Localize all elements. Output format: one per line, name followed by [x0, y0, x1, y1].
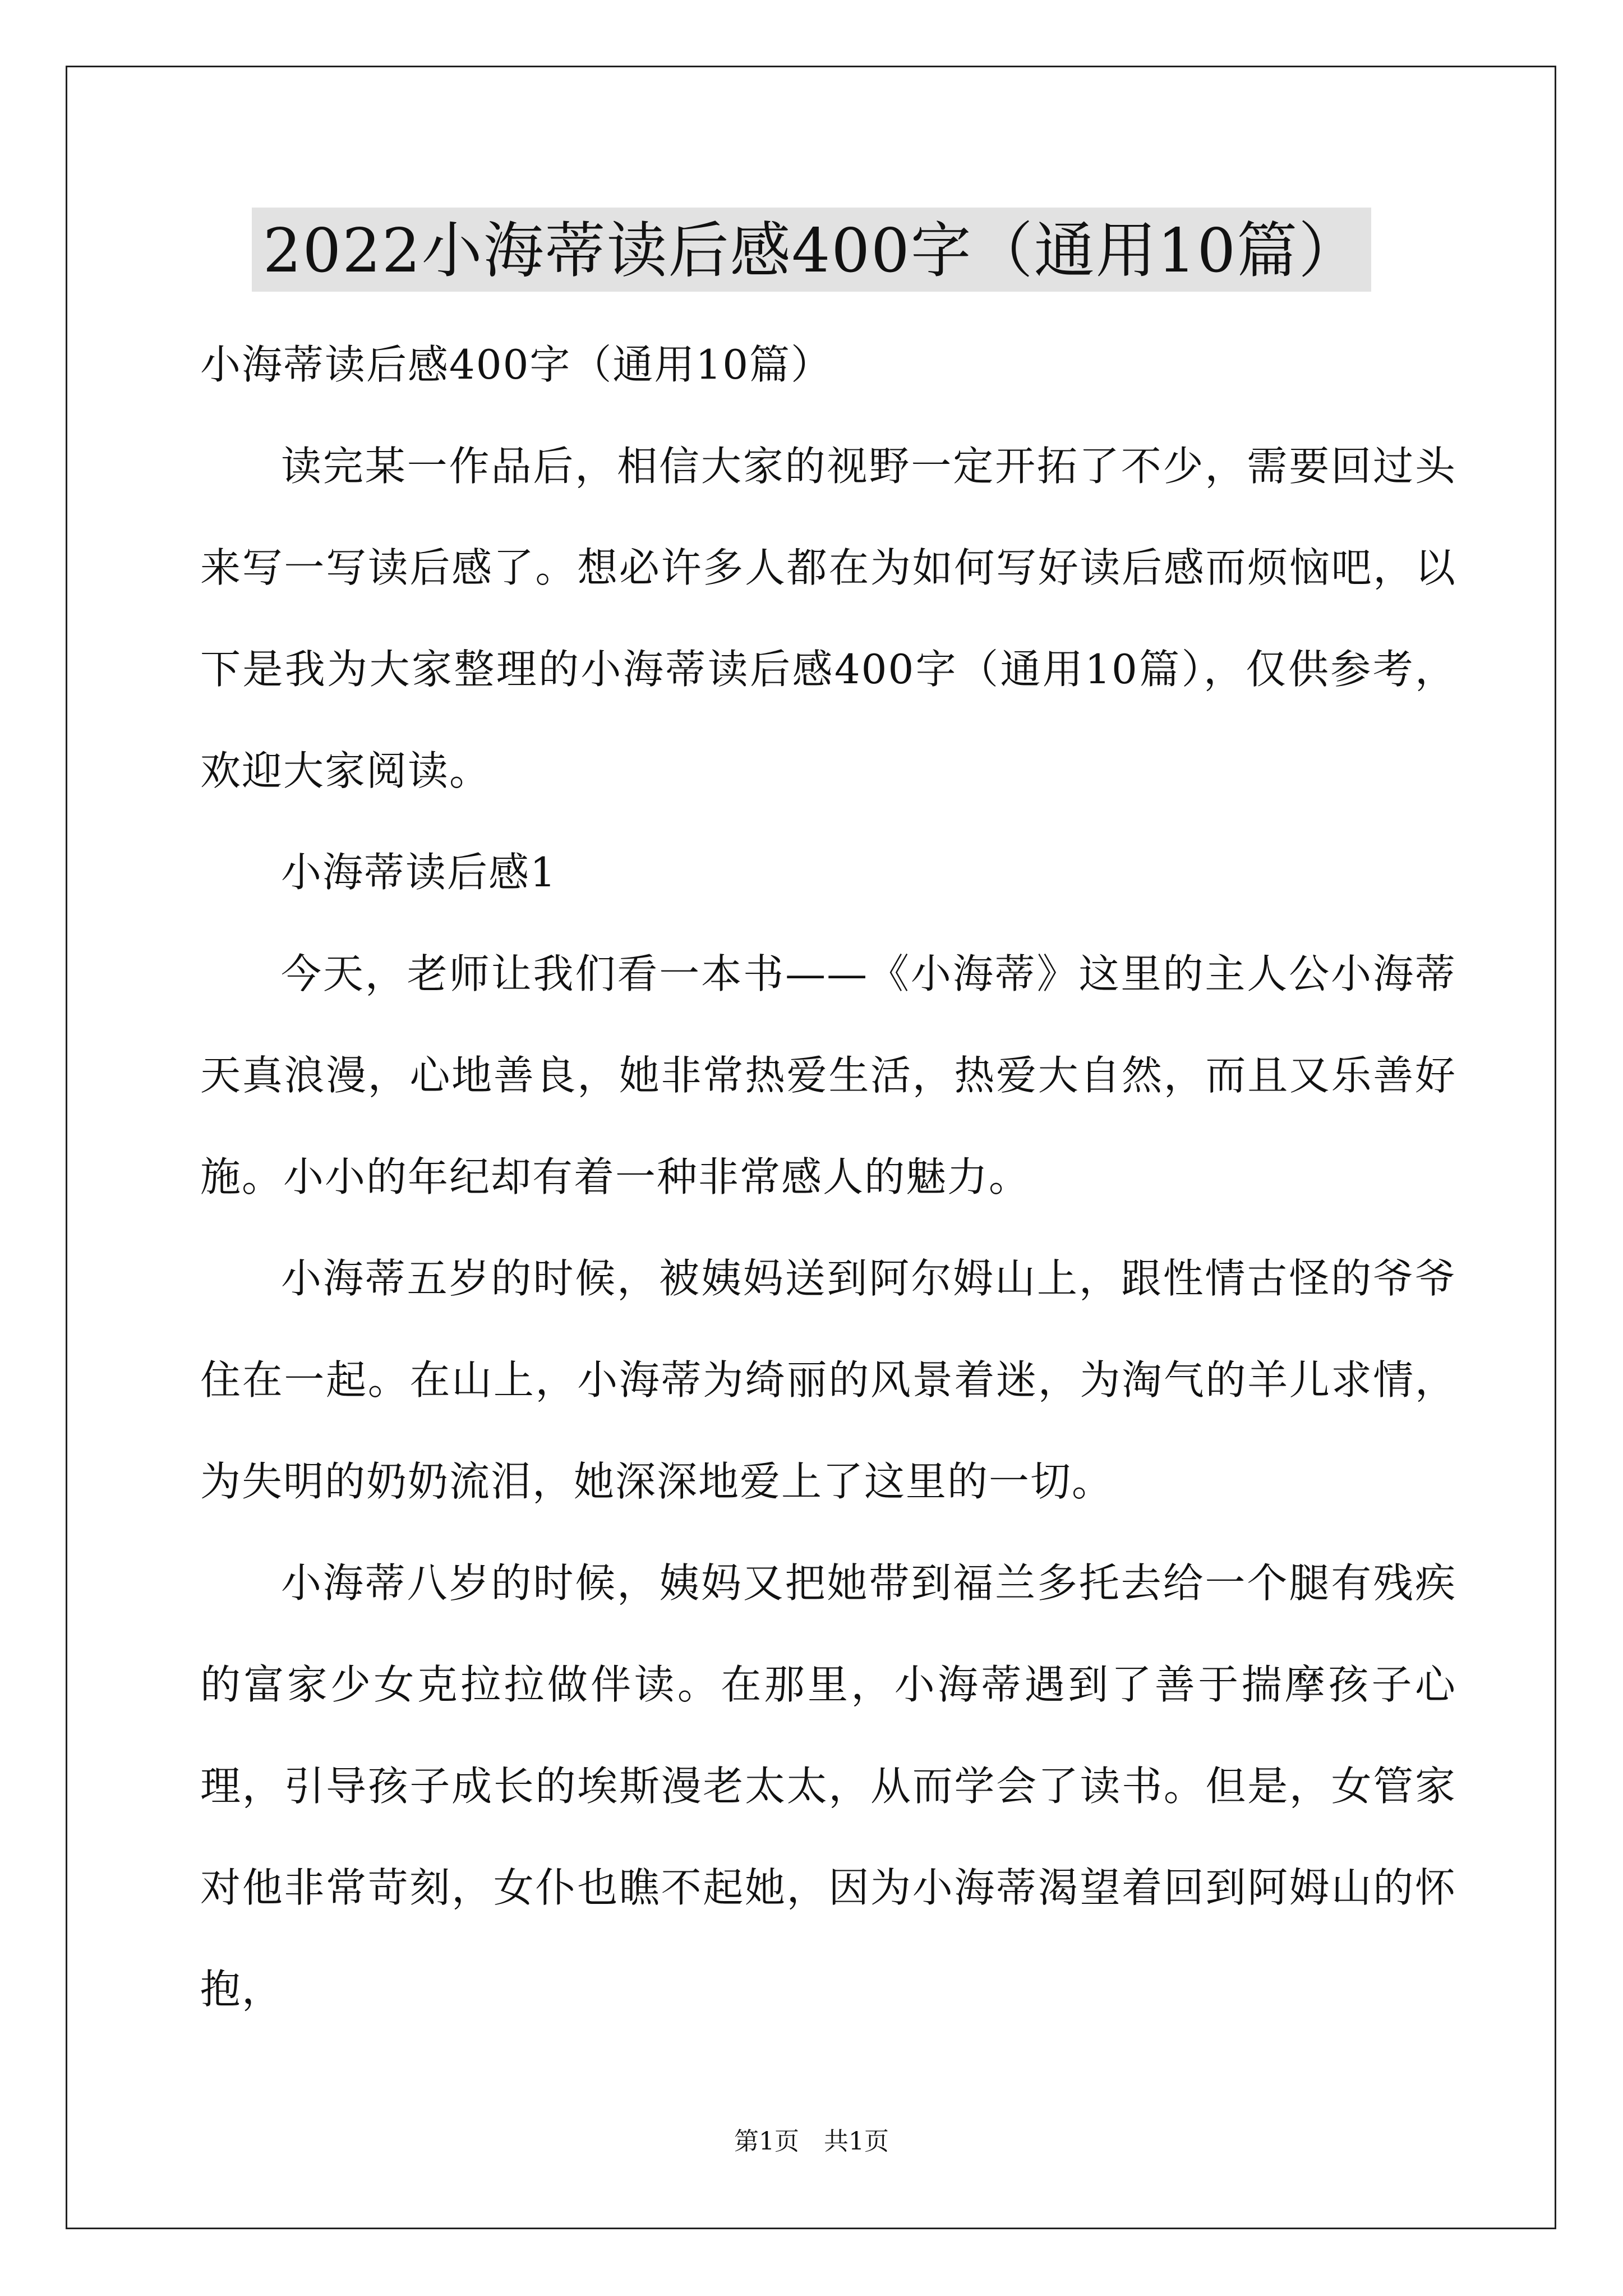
- section-heading: 小海蒂读后感1: [281, 849, 557, 896]
- page-footer: 第1页 共1页: [734, 2127, 889, 2156]
- body-paragraph: 小海蒂五岁的时候，被姨妈送到阿尔姆山上，跟性情古怪的爷爷住在一起。在山上，小海蒂为绮丽的风景着迷，为淘气的羊儿求情，为失明的奶奶流泪，她深深地爱上了这里的一切。: [200, 1255, 1456, 1505]
- intro-paragraph: 读完某一作品后，相信大家的视野一定开拓了不少，需要回过头来写一写读后感了。想必许多人都在为如何写好读后感而烦恼吧，以下是我为大家整理的小海蒂读后感400字（通用10篇），仅供参考，欢迎大家阅读。: [200, 443, 1456, 794]
- document-title: 2022小海蒂读后感400字（通用10篇）: [252, 208, 1371, 292]
- title-container: [0, 208, 1623, 292]
- body-paragraph: 今天，老师让我们看一本书——《小海蒂》这里的主人公小海蒂天真浪漫，心地善良，她非常热爱生活，热爱大自然，而且又乐善好施。小小的年纪却有着一种非常感人的魅力。: [200, 950, 1456, 1200]
- document-body: [200, 314, 1456, 2040]
- document-subtitle: 小海蒂读后感400字（通用10篇）: [200, 341, 833, 388]
- body-paragraph: 小海蒂八岁的时候，姨妈又把她带到福兰多托去给一个腿有残疾的富家少女克拉拉做伴读。在那里，小海蒂遇到了善于揣摩孩子心理，引导孩子成长的埃斯漫老太太，从而学会了读书。但是，女管家对他非常苛刻，女仆也瞧不起她，因为小海蒂渴望着回到阿姆山的怀抱，: [200, 1559, 1456, 2013]
